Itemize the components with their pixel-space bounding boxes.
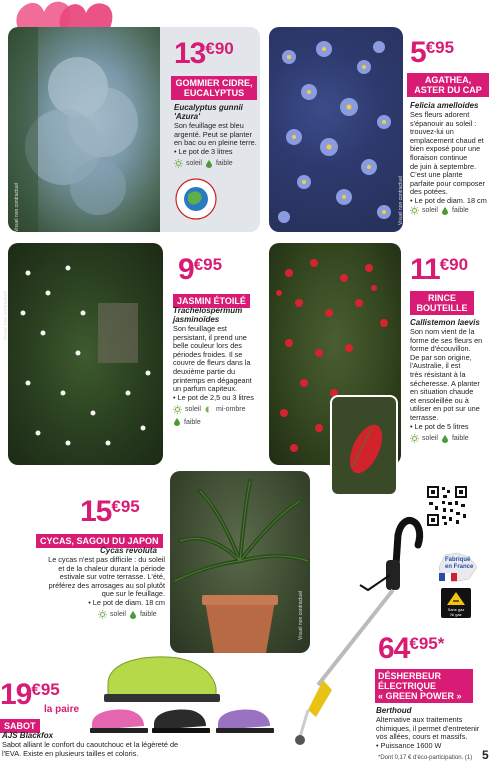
cycas-price: 15€95 xyxy=(80,495,140,528)
agathea-care-icons: soleil faible xyxy=(410,206,469,215)
desherbeur-description: Alternative aux traitements chimiques, il permet d'entretenir vos allées, cours et massifs. • Puissance 1600 W xyxy=(376,715,480,750)
gommier-visual-note: Visuel non contractuel xyxy=(14,182,20,232)
rince-bouteille-care-icons: soleil faible xyxy=(410,434,469,443)
sun-icon xyxy=(410,206,419,215)
watering-icon xyxy=(129,611,137,619)
fabrique-en-france-badge: Fabriqué en France xyxy=(435,549,481,585)
jasmin-price: 9€95 xyxy=(178,253,223,286)
jasmin-visual-note: Visuel non contractuel xyxy=(3,290,9,340)
sabot-name-badge: SABOT xyxy=(0,716,40,734)
cycas-care-icons: soleil faible xyxy=(98,610,157,619)
sun-icon xyxy=(98,610,107,619)
agathea-name-badge: AGATHEA, ASTER DU CAP xyxy=(407,73,489,97)
jasmin-care-icons: soleil mi-ombre xyxy=(173,405,246,414)
gommier-care-icons: soleil faible xyxy=(174,159,233,168)
globe-planet-logo xyxy=(174,177,218,221)
sun-icon xyxy=(173,405,182,414)
gommier-latin: Eucalyptus gunnii 'Azura' xyxy=(174,103,243,121)
half-shade-icon xyxy=(204,405,213,414)
gommier-price: 13€90 xyxy=(174,37,234,70)
desherbeur-name-badge: DÉSHERBEUR ÉLECTRIQUE « GREEN POWER » xyxy=(375,669,473,703)
watering-icon xyxy=(205,160,213,168)
gommier-name-badge: GOMMIER CIDRE, EUCALYPTUS xyxy=(171,76,257,100)
sabot-brand: AJS Blackfox xyxy=(2,731,54,740)
desherbeur-footnote: *Dont 0,17 € d'éco-participation. (1) xyxy=(378,755,473,761)
sabot-description: Sabot alliant le confort du caoutchouc et la légèreté de l'EVA. Existe en plusieurs tailles et coloris. xyxy=(2,740,179,758)
cycas-latin: Cycas revoluta xyxy=(100,546,157,555)
cycas-name-badge: CYCAS, SAGOU DU JAPON xyxy=(36,531,163,549)
eucalyptus-photo xyxy=(8,27,160,232)
agathea-photo xyxy=(269,27,403,232)
jasmin-water-icons: faible xyxy=(173,418,201,426)
sabot-image xyxy=(88,650,288,738)
watering-icon xyxy=(441,207,449,215)
desherbeur-brand: Berthoud xyxy=(376,706,412,715)
sabot-price: 19€95 xyxy=(0,678,60,711)
rince-bouteille-inset-photo xyxy=(330,395,398,496)
sun-icon xyxy=(174,159,183,168)
cycas-visual-note: Visuel non contractuel xyxy=(298,590,304,640)
sabot-unit: la paire xyxy=(44,704,80,715)
agathea-latin: Felicia amelloides xyxy=(410,101,479,110)
rince-bouteille-description: Son nom vient de la forme de ses fleurs en forme d'écouvillon. De par son origine, l'Australie, il est très résistant à la sécheresse. A planter en situation chaude et ensoleillée ou à utiliser en pot sur une terrasse. • Le pot de 5 litres xyxy=(410,327,483,431)
rince-bouteille-price: 11€90 xyxy=(410,253,469,286)
desherbeur-price: 64€95* xyxy=(378,632,445,665)
jasmin-description: Son feuillage est persistant, il prend une belle couleur lors des périodes froides. Il se couvre de fleurs dans la deuxième partie du printemps en dégageant un parfum capiteux. • Le pot de 2,5 ou 3 litres xyxy=(173,324,254,402)
agathea-visual-note: Visuel non contractuel xyxy=(398,175,404,225)
gommier-panel xyxy=(8,27,260,232)
jasmin-name-badge: JASMIN ÉTOILÉ xyxy=(173,291,250,309)
rince-bouteille-name-badge: RINCE BOUTEILLE xyxy=(410,291,474,315)
agathea-price: 5€95 xyxy=(410,36,455,69)
jasmin-photo xyxy=(8,243,163,465)
sans-gaz-badge: Sans gaz Ni gaz xyxy=(441,588,471,618)
page-number: 5 xyxy=(482,748,489,762)
watering-icon xyxy=(441,435,449,443)
watering-icon xyxy=(173,418,181,426)
gommier-description: Son feuillage est bleu argenté. Peut se planter en bac ou en pleine terre. • Le pot de 3 litres xyxy=(174,121,257,156)
cycas-description: Le cycas n'est pas difficile : du soleil et de la chaleur durant la période estivale sur votre terrasse. L'été, préférez des arrosages au sol plutôt que sur le feuillage. • Le pot de diam. 18 cm xyxy=(48,555,165,607)
jasmin-latin: Trachelospermum jasminoïdes xyxy=(173,306,243,324)
agathea-description: Ses fleurs adorent s'épanouir au soleil : trouvez-lui un emplacement chaud et bien exposé pour une floraison continue de juin à septembre. C'est une plante parfaite pour composer des potées. • Le pot de diam. 18 cm xyxy=(410,110,487,205)
sun-icon xyxy=(410,434,419,443)
rince-bouteille-latin: Callistemon laevis xyxy=(410,318,480,327)
